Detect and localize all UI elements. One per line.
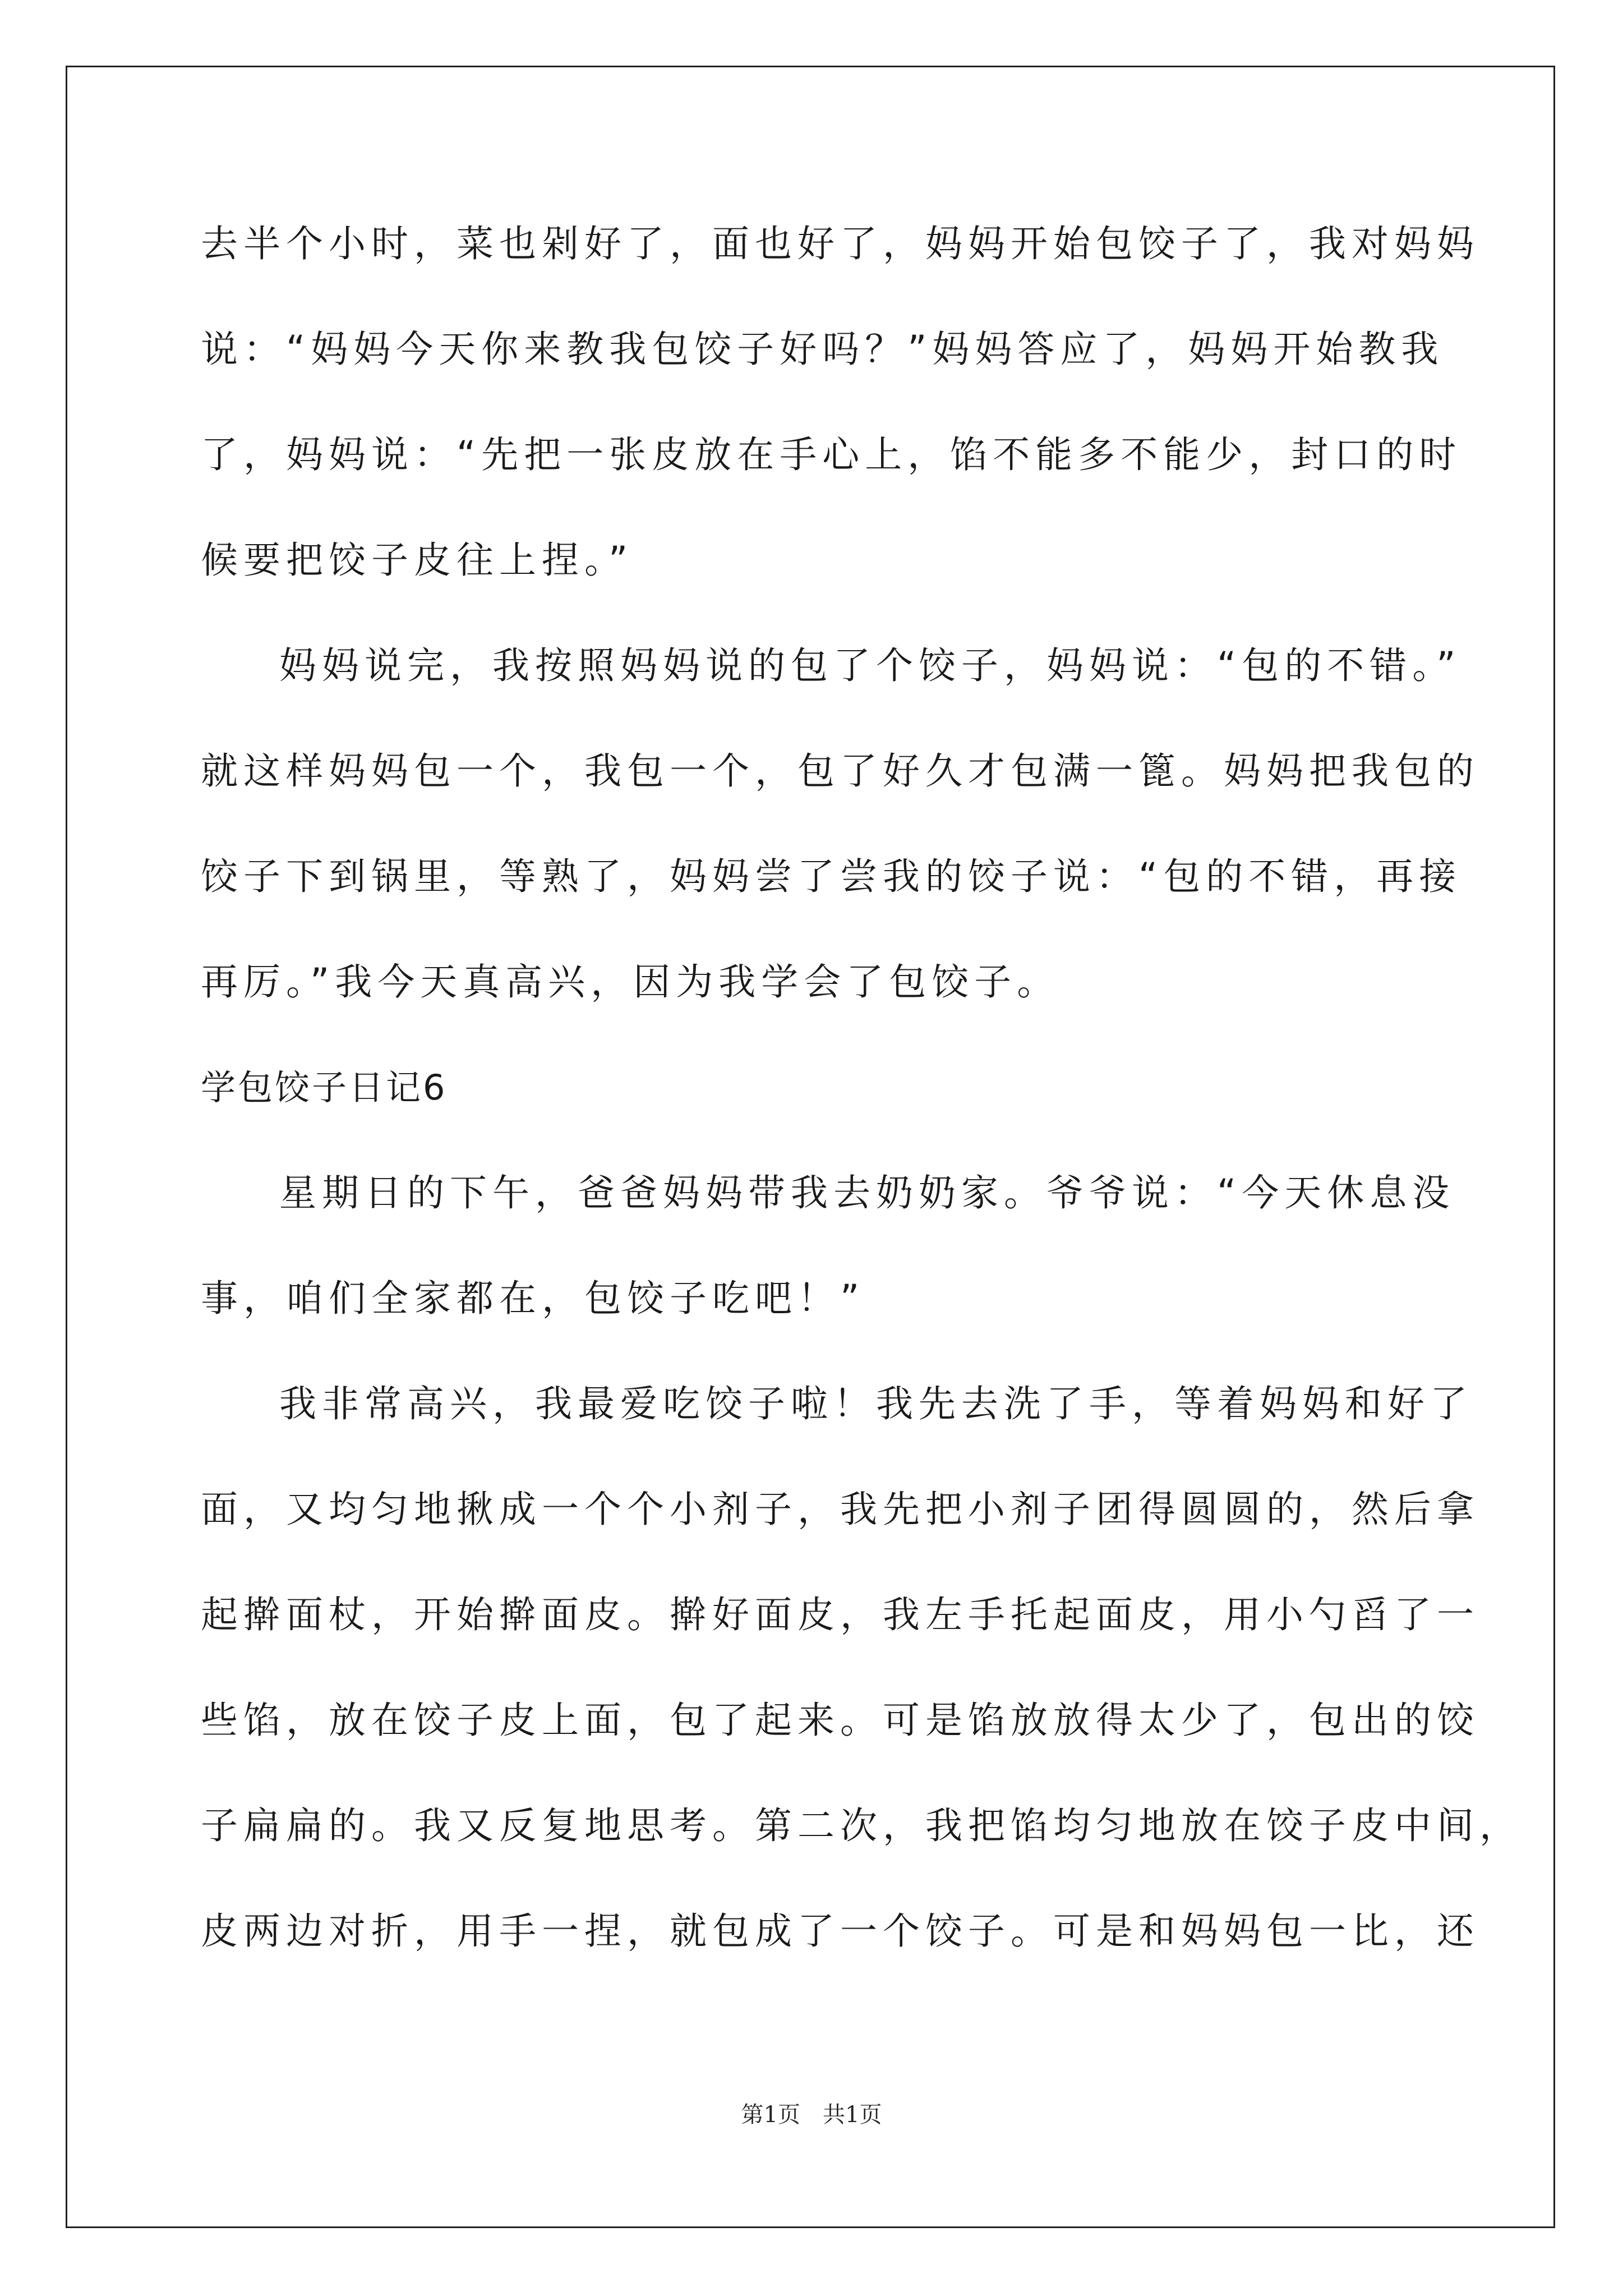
text-line: 事，咱们全家都在，包饺子吃吧！” — [201, 1277, 865, 1320]
text-line: 了，妈妈说：“先把一张皮放在手心上，馅不能多不能少，封口的时 — [201, 433, 1462, 476]
text-line: 面，又均匀地揪成一个个小剂子，我先把小剂子团得圆圆的，然后拿 — [201, 1488, 1479, 1531]
text-line: 去半个小时，菜也剁好了，面也好了，妈妈开始包饺子了，我对妈妈 — [201, 222, 1479, 265]
text-line: 星期日的下午，爸爸妈妈带我去奶奶家。爷爷说：“今天休息没 — [279, 1171, 1455, 1214]
page-footer: 第1页 共1页 — [741, 2102, 882, 2128]
page-border — [66, 66, 1555, 2228]
text-line: 我非常高兴，我最爱吃饺子啦！我先去洗了手，等着妈妈和好了 — [279, 1382, 1473, 1425]
text-line: 起擀面杖，开始擀面皮。擀好面皮，我左手托起面皮，用小勺舀了一 — [201, 1593, 1479, 1636]
text-line: 再厉。”我今天真高兴，因为我学会了包饺子。 — [201, 960, 1060, 1004]
text-line: 说：“妈妈今天你来教我包饺子好吗？”妈妈答应了，妈妈开始教我 — [201, 328, 1444, 371]
text-line: 些馅，放在饺子皮上面，包了起来。可是馅放放得太少了，包出的饺 — [201, 1699, 1479, 1742]
text-line: 就这样妈妈包一个，我包一个，包了好久才包满一篦。妈妈把我包的 — [201, 749, 1479, 793]
text-line: 候要把饺子皮往上捏。” — [201, 539, 634, 582]
section-heading: 学包饺子日记6 — [201, 1067, 448, 1108]
text-line: 妈妈说完，我按照妈妈说的包了个饺子，妈妈说：“包的不错。” — [279, 644, 1461, 687]
text-line: 皮两边对折，用手一捏，就包成了一个饺子。可是和妈妈包一比，还 — [201, 1910, 1479, 1953]
text-line: 饺子下到锅里，等熟了，妈妈尝了尝我的饺子说：“包的不错，再接 — [201, 855, 1462, 898]
text-line: 子扁扁的。我又反复地思考。第二次，我把馅均匀地放在饺子皮中间， — [201, 1804, 1522, 1847]
